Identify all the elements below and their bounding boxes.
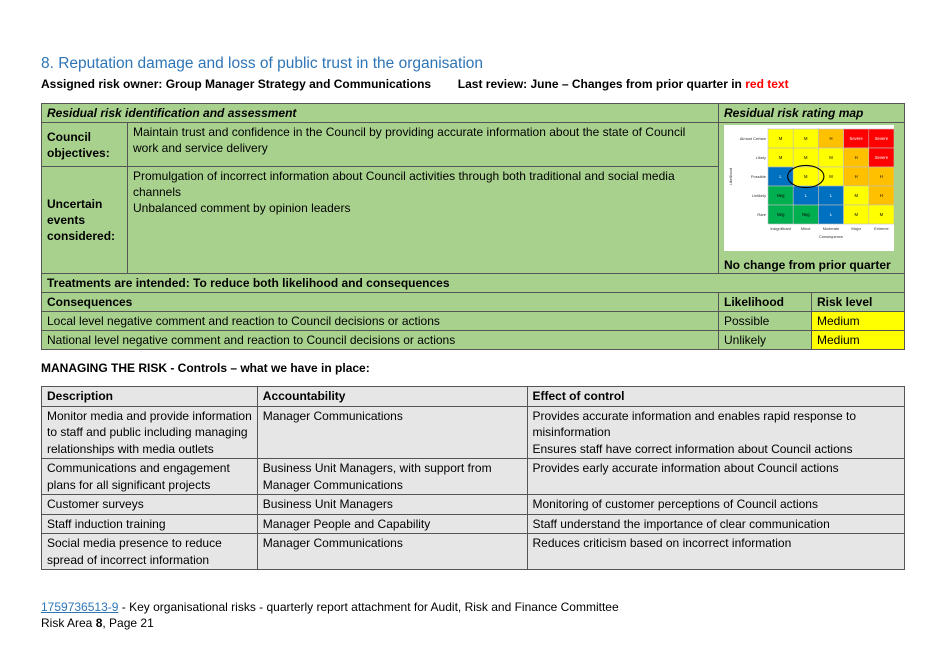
map-cell-label: M: [879, 212, 884, 217]
consequence-cell: National level negative comment and reaction to Council decisions or actions: [42, 331, 719, 350]
map-cell-label: L: [829, 212, 833, 217]
accountability-cell: Manager Communications: [257, 406, 527, 459]
map-cell-label: M: [854, 212, 858, 217]
map-cell-label: L: [779, 174, 782, 179]
owner-label: Assigned risk owner:: [41, 77, 163, 91]
table-row: [42, 406, 905, 459]
review-label: Last review:: [457, 77, 528, 91]
page-title: 8. Reputation damage and loss of public trust in the organisation: [41, 55, 484, 72]
section-title: Residual risk identification and assessment: [42, 104, 719, 123]
map-cell-label: Neg: [801, 212, 810, 217]
effect-cell: Reduces criticism based on incorrect information: [527, 534, 905, 570]
document-title: - Key organisational risks - quarterly report attachment for Audit, Risk and Finance Committee: [118, 600, 619, 614]
map-cell-label: M: [804, 174, 808, 179]
accountability-cell: Business Unit Managers: [257, 495, 527, 515]
effect-cell: Provides early accurate information about Council actions: [527, 459, 905, 495]
uncertain-text: [127, 167, 718, 274]
map-cell-label: M: [804, 136, 808, 141]
risk-area-number: 8: [95, 615, 103, 630]
objectives-label: Council objectives:: [42, 123, 128, 167]
header-effect: Effect of control: [527, 387, 905, 407]
table-row: [42, 514, 905, 534]
map-cell-label: M: [778, 136, 783, 141]
consequence-axis-label: Consequence: [818, 234, 844, 239]
likelihood-tick-label: Unlikely: [751, 193, 766, 198]
changes-red-text: red text: [745, 77, 789, 91]
col-consequences: Consequences: [42, 293, 719, 312]
map-cell-label: M: [829, 155, 833, 160]
consequence-tick-label: Extreme: [874, 226, 889, 231]
risk-owner-line: [41, 77, 789, 91]
map-cell-label: H: [879, 193, 883, 198]
accountability-cell: Business Unit Managers, with support from Manager Communications: [257, 459, 527, 495]
uncertain-event-1: Promulgation of incorrect information about Council activities through both traditional and social media channels: [132, 169, 675, 199]
likelihood-cell: Possible: [719, 312, 812, 331]
header-accountability: Accountability: [257, 387, 527, 407]
map-cell-label: H: [879, 174, 883, 179]
table-row: [42, 495, 905, 515]
likelihood-cell: Unlikely: [719, 331, 812, 350]
footer: [41, 600, 619, 631]
objectives-text: Maintain trust and confidence in the Council by providing accurate information about the state of Council work and service delivery: [127, 123, 718, 167]
likelihood-axis-label: Likelihood: [728, 167, 733, 186]
risk-area-prefix: Risk Area: [41, 615, 96, 630]
consequence-cell: Local level negative comment and reaction to Council decisions or actions: [42, 312, 719, 331]
map-cell-label: M: [829, 174, 833, 179]
owner-value: Group Manager Strategy and Communications: [165, 77, 432, 91]
effect-cell: Staff understand the importance of clear communication: [527, 514, 905, 534]
document-link[interactable]: 1759736513-9: [41, 600, 119, 614]
likelihood-tick-label: Likely: [755, 155, 766, 160]
changes-prefix: – Changes from prior quarter in: [561, 77, 742, 91]
risk-level-cell: Medium: [811, 331, 904, 350]
consequence-tick-label: Minor: [800, 226, 811, 231]
likelihood-tick-label: Almost Certain: [739, 136, 766, 141]
page-number: , Page 21: [102, 615, 154, 630]
map-cell-label: Severe: [874, 136, 889, 141]
treatments: Treatments are intended: To reduce both likelihood and consequences: [42, 274, 905, 293]
description-cell: Customer surveys: [42, 495, 258, 515]
accountability-cell: Manager Communications: [257, 534, 527, 570]
description-cell: Communications and engagement plans for all significant projects: [42, 459, 258, 495]
map-cell-label: L: [829, 193, 833, 198]
col-likelihood: Likelihood: [719, 293, 812, 312]
map-cell-label: L: [804, 193, 807, 198]
table-row: [42, 534, 905, 570]
map-note: No change from prior quarter: [724, 258, 891, 272]
map-cell-label: M: [854, 193, 858, 198]
managing-risk-heading: MANAGING THE RISK - Controls – what we have in place:: [41, 361, 370, 375]
consequence-tick-label: Insignificant: [770, 226, 791, 231]
risk-rating-map: [724, 125, 894, 251]
map-cell-label: H: [829, 136, 833, 141]
effect-line: Provides accurate information and enables rapid response to misinformation: [532, 408, 857, 439]
likelihood-tick-label: Possible: [750, 174, 766, 179]
map-cell-label: Severe: [874, 155, 889, 160]
effect-cell: Monitoring of customer perceptions of Council actions: [527, 495, 905, 515]
risk-level-cell: Medium: [811, 312, 904, 331]
col-risk-level: Risk level: [811, 293, 904, 312]
table-row: [42, 459, 905, 495]
risk-map-cell: [719, 123, 905, 274]
map-cell-label: Neg: [776, 193, 785, 198]
controls-table: [41, 386, 905, 570]
description-cell: Staff induction training: [42, 514, 258, 534]
accountability-cell: Manager People and Capability: [257, 514, 527, 534]
residual-risk-table: [41, 103, 905, 350]
map-cell-label: M: [778, 155, 783, 160]
likelihood-tick-label: Rare: [757, 212, 766, 217]
description-cell: Monitor media and provide information to staff and public including managing relationships with media outlets: [42, 406, 258, 459]
map-cell-label: H: [854, 155, 858, 160]
header-description: Description: [42, 387, 258, 407]
consequence-tick-label: Moderate: [822, 226, 840, 231]
description-cell: Social media presence to reduce spread of incorrect information: [42, 534, 258, 570]
review-value: June: [530, 77, 559, 91]
uncertain-label: Uncertain events considered:: [42, 167, 128, 274]
map-cell-label: Neg: [776, 212, 785, 217]
map-cell-label: M: [804, 155, 808, 160]
map-cell-label: H: [854, 174, 858, 179]
uncertain-event-2: Unbalanced comment by opinion leaders: [132, 201, 351, 215]
effect-cell: [527, 406, 905, 459]
effect-line: Ensures staff have correct information about Council actions: [532, 441, 853, 456]
map-cell-label: Severe: [849, 136, 863, 141]
consequence-tick-label: Major: [851, 226, 862, 231]
map-title: Residual risk rating map: [719, 104, 905, 123]
